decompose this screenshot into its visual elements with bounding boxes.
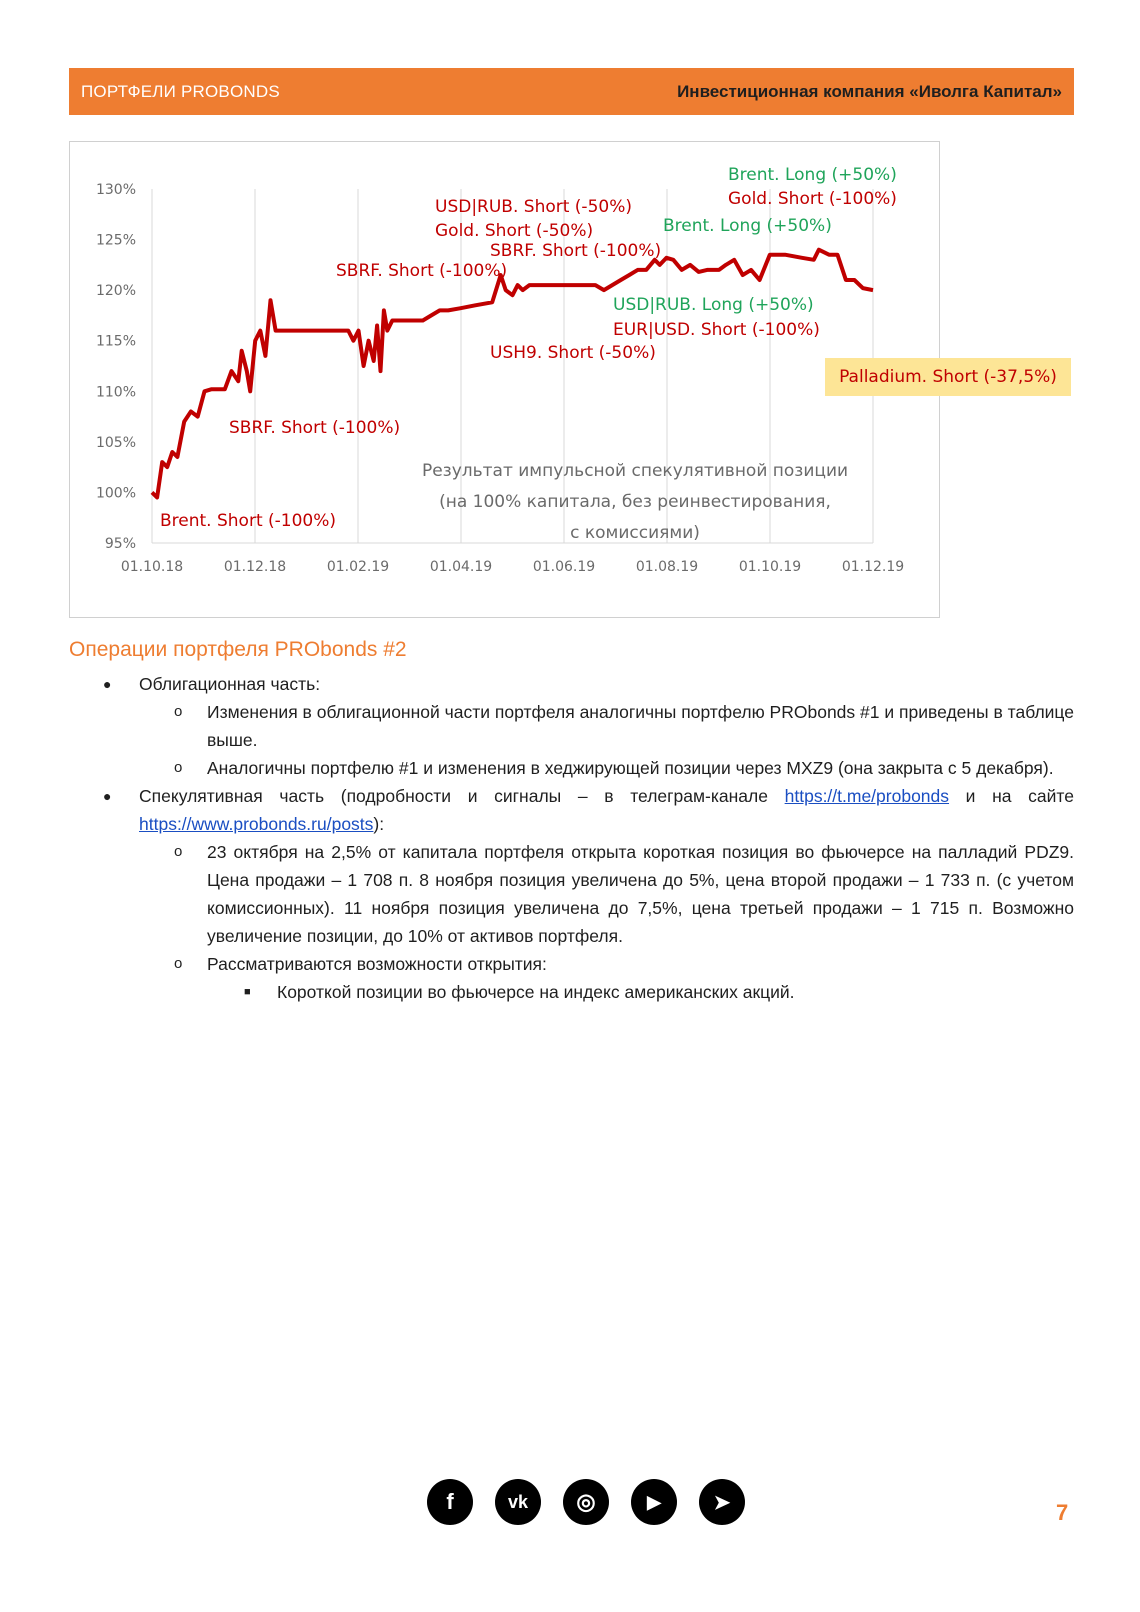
annotation-brent-long-2: Brent. Long (+50%) xyxy=(728,165,897,185)
list-item xyxy=(69,950,1074,978)
annotation-brent-short: Brent. Short (-100%) xyxy=(160,511,337,531)
chart-y-tick-label: 95% xyxy=(104,536,136,552)
chart-x-tick-label: 01.08.19 xyxy=(635,559,699,575)
website-link[interactable]: https://www.probonds.ru/posts xyxy=(139,814,374,834)
chart-y-tick-label: 125% xyxy=(95,232,136,249)
chart-y-tick-label: 110% xyxy=(95,384,136,401)
annotation-sbrf-short-1: SBRF. Short (-100%) xyxy=(229,418,401,438)
chart-x-ticks xyxy=(121,559,904,575)
chart-y-ticks xyxy=(96,182,136,552)
bullet-square-icon: ■ xyxy=(244,986,251,998)
section-title: Операции портфеля PRObonds #2 xyxy=(69,638,407,661)
annotation-ush9-short: USH9. Short (-50%) xyxy=(490,343,656,363)
spec-subitem-1: Короткой позиции во фьючерсе на индекс американских акций. xyxy=(277,982,795,1002)
chart-y-tick-label: 130% xyxy=(95,182,136,198)
bullet-circle-icon: o xyxy=(174,703,183,720)
header-company-name: Инвестиционная компания «Иволга Капитал» xyxy=(677,81,1062,101)
bullet-circle-icon: o xyxy=(174,955,183,972)
bullet-circle-icon: o xyxy=(174,759,183,776)
annotation-sbrf-short-2: SBRF. Short (-100%) xyxy=(336,261,508,281)
instagram-icon[interactable]: ◎ xyxy=(563,1479,609,1525)
bullet-dot-icon: ● xyxy=(103,676,112,692)
list-item xyxy=(69,978,1074,1006)
chart-title-line-2: (на 100% капитала, без реинвестирования, xyxy=(439,492,831,512)
bullet-circle-icon: o xyxy=(174,843,183,860)
list-item xyxy=(69,838,1074,950)
chart-x-tick-label: 01.02.19 xyxy=(326,559,390,575)
chart-y-tick-label: 115% xyxy=(95,333,136,350)
facebook-icon[interactable]: f xyxy=(427,1479,473,1525)
spec-part-prefix: Спекулятивная часть (подробности и сигналы – в телеграм-канале xyxy=(139,786,785,806)
operations-list xyxy=(69,670,1074,1006)
chart-x-tick-label: 01.10.19 xyxy=(738,559,802,575)
chart-y-tick-label: 120% xyxy=(95,283,136,300)
spec-part-suffix: ): xyxy=(373,814,385,834)
chart-canvas xyxy=(70,142,941,619)
chart-x-tick-label: 01.12.19 xyxy=(841,559,905,575)
annotation-eurusd-short: EUR|USD. Short (-100%) xyxy=(613,320,820,340)
chart-x-tick-label: 01.12.18 xyxy=(223,559,287,575)
telegram-link[interactable]: https://t.me/probonds xyxy=(784,786,950,806)
annotation-brent-long-1: Brent. Long (+50%) xyxy=(663,216,832,236)
list-item xyxy=(69,670,1074,698)
page-number: 7 xyxy=(1056,1500,1069,1525)
chart-y-tick-label: 100% xyxy=(95,485,136,502)
chart-title-line-3: с комиссиями) xyxy=(570,523,700,543)
chart-y-tick-label: 105% xyxy=(95,434,136,451)
telegram-icon[interactable]: ➤ xyxy=(699,1479,745,1525)
header-section-title: ПОРТФЕЛИ PROBONDS xyxy=(81,81,280,101)
list-item xyxy=(69,754,1074,782)
page-header xyxy=(69,68,1074,115)
chart-x-tick-label: 01.04.19 xyxy=(429,559,493,575)
bond-item-1: Изменения в облигационной части портфеля аналогичны портфелю PRObonds #1 и приведены в таблице выше. xyxy=(207,702,1074,750)
social-links xyxy=(427,1479,745,1525)
chart-x-tick-label: 01.10.18 xyxy=(120,559,184,575)
annotation-usdrub-long: USD|RUB. Long (+50%) xyxy=(613,295,814,315)
vk-icon[interactable]: vk xyxy=(495,1479,541,1525)
chart-x-tick-label: 01.06.19 xyxy=(532,559,596,575)
annotation-gold-short-2: Gold. Short (-100%) xyxy=(728,189,897,209)
bond-part-label: Облигационная часть: xyxy=(139,674,321,694)
bullet-dot-icon: ● xyxy=(103,788,112,804)
bond-item-2: Аналогичны портфелю #1 и изменения в хеджирующей позиции через MXZ9 (она закрыта с 5 декабря). xyxy=(207,758,1054,778)
youtube-icon[interactable]: ▶ xyxy=(631,1479,677,1525)
annotation-palladium-short: Palladium. Short (-37,5%) xyxy=(825,358,1071,396)
annotation-usdrub-short: USD|RUB. Short (-50%) xyxy=(435,197,632,217)
list-item xyxy=(69,698,1074,754)
annotation-gold-short-1: Gold. Short (-50%) xyxy=(435,221,594,241)
performance-chart xyxy=(69,141,940,618)
list-item xyxy=(69,782,1074,838)
spec-item-2: Рассматриваются возможности открытия: xyxy=(207,954,547,974)
spec-item-1: 23 октября на 2,5% от капитала портфеля открыта короткая позиция во фьючерсе на палладий PDZ9. Цена продажи – 1 708 п. 8 ноября позиция увеличена до 5%, цена второй продажи – 1 733 п. (с учетом комиссионных). 11 ноября позиция увеличена до 7,5%, цена третьей продажи – 1 715 п. Возможно увеличение позиции, до 10% от активов портфеля. xyxy=(207,842,1074,946)
spec-part-mid: и на сайте xyxy=(949,786,1074,806)
annotation-sbrf-short-3: SBRF. Short (-100%) xyxy=(490,241,662,261)
chart-title-line-1: Результат импульсной спекулятивной позиции xyxy=(421,461,849,481)
